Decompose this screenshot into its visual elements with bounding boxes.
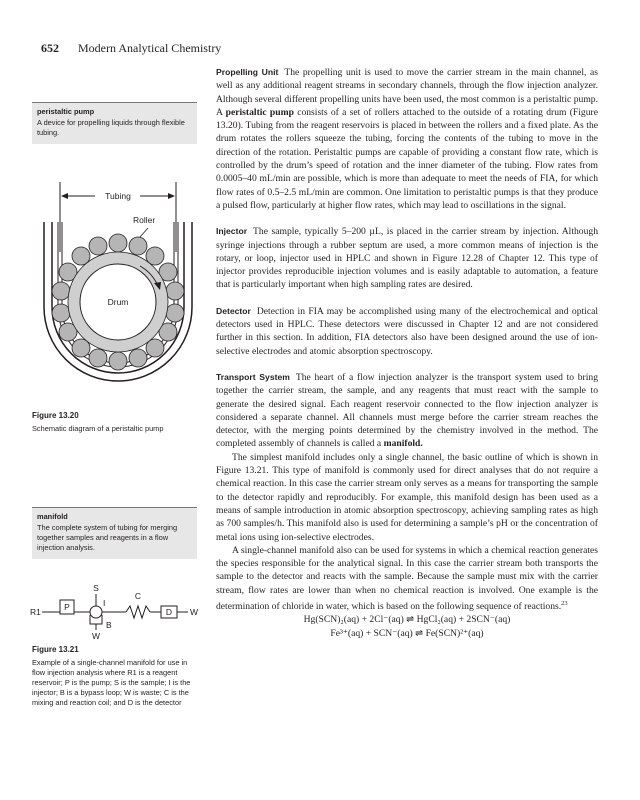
page-number: 652 xyxy=(41,41,59,55)
injector-circle xyxy=(90,606,102,618)
margin-note-peristaltic-pump xyxy=(32,102,197,144)
label-w-bottom: W xyxy=(91,631,101,641)
paragraph-propelling-unit: Propelling Unit The propelling unit is used to move the carrier stream in the main channel, as well as any additional reagent streams in secondary channels, through the flow injection analyzer. Although several different propelling units have been used, the most common is a peristaltic pump. A peristaltic pump consists of a set of rollers attached to the outside of a rotating drum (Figure 13.20). Tubing from the reagent reservoirs is placed in between the rollers and a fixed plate. As the drum rotates the rollers squeeze the tubing, forcing the contents of the tubing to move in the direction of the rotation. Peristaltic pumps are capable of providing a constant flow rate, which is controlled by the drum’s speed of rotation and the inner diameter of the tubing. Flow rates from 0.0005–40 mL/min are possible, which is more than adequate to meet the needs of FIA, for which flow rates of 0.5–2.5 mL/min are common. One limitation to peristaltic pumps is that they produce a pulsed flow, particularly at higher flow rates, which may lead to oscillations in the signal. xyxy=(216,67,598,211)
margin-note-term: peristaltic pump xyxy=(37,107,95,116)
figure-13-21-label: Figure 13.21 xyxy=(32,645,79,654)
main-text xyxy=(216,66,598,640)
label-d: D xyxy=(165,607,173,617)
term-bold: peristaltic pump xyxy=(225,106,294,118)
paragraph-simplest-manifold: The simplest manifold includes only a single channel, the basic outline of which is shown in Figure 13.21. This type of manifold is commonly used for direct analyses that do not require a chemical reaction. In this case the carrier stream only serves as a means for transporting the sample to the detector rapidly and reproducibly. For example, this manifold design has been used as a means of sample introduction in atomic absorption spectroscopy, achieving sampling rates as high as 700 samples/h. This manifold also is used for determining a sample’s pH or the concentration of metal ions using ion-selective electrodes. xyxy=(216,451,598,543)
label-w-right: W xyxy=(190,607,199,617)
label-b: B xyxy=(106,620,112,630)
section-heading: Injector xyxy=(216,226,248,237)
label-i: I xyxy=(103,598,106,608)
term-bold: manifold. xyxy=(383,438,423,450)
section-heading: Propelling Unit xyxy=(216,67,279,77)
running-title: Modern Analytical Chemistry xyxy=(78,41,222,55)
label-c: C xyxy=(134,591,142,601)
label-r1: R1 xyxy=(30,607,41,617)
drum-label: Drum xyxy=(107,297,129,307)
roller-label: Roller xyxy=(133,215,156,225)
single-channel-manifold-diagram xyxy=(30,582,205,642)
section-heading: Transport System xyxy=(216,371,290,382)
paragraph-detector: Detector Detection in FIA may be accomplished using many of the electrochemical and optical detectors used in HPLC. These detectors were discussed in Chapter 12 and are not considered further in this section. In addition, FIA detectors also have been designed around the use of ion-selective electrodes and atomic absorption spectroscopy. xyxy=(216,305,598,357)
label-s: S xyxy=(93,583,99,593)
figure-13-20-caption: Schematic diagram of a peristaltic pump xyxy=(32,424,164,433)
margin-note-term: manifold xyxy=(37,512,68,521)
equation-1: Hg(SCN)₂(aq) + 2Cl⁻(aq) ⇌ HgCl₂(aq) + 2SCN⁻(aq) xyxy=(303,614,511,626)
paragraph-transport-system: Transport System The heart of a flow injection analyzer is the transport system used to bring together the carrier stream, the sample, and any reagents that must react with the sample to generate the desired signal. Each reagent reservoir connected to the flow injection analyzer is considered a separate channel. All channels must merge before the carrier stream reaches the detector, with the merging points determined by the chemistry involved in the method. The completed assembly of channels is called a manifold. xyxy=(216,371,598,450)
margin-note-definition: A device for propelling liquids through flexible tubing. xyxy=(37,118,185,137)
reaction-coil xyxy=(126,606,150,618)
peristaltic-pump-diagram xyxy=(30,182,205,407)
paragraph-injector: Injector The sample, typically 5–200 µL, is placed in the carrier stream by injection. Although syringe injections through a rubber septum are used, a more common means of injection is the rotary, or loop, injector used in HPLC and shown in Figure 12.28 of Chapter 12. This type of injector provides reproducible injection volumes and is easily adaptable to automation, a feature that is particularly important when high sampling rates are desired. xyxy=(216,226,598,291)
equation-2: Fe³⁺(aq) + SCN⁻(aq) ⇌ Fe(SCN)²⁺(aq) xyxy=(330,627,484,639)
paragraph-single-channel: A single-channel manifold also can be used for systems in which a chemical reaction generates the species responsible for the analytical signal. In this case the carrier stream both transports the sample to the detector and reacts with the sample. Because the sample must mix with the carrier stream, flow rates are lower than when no chemical reaction is involved. One example is the determination of chloride in water, which is based on the following sequence of reactions.$^{23}$ xyxy=(216,544,598,613)
margin-note-manifold xyxy=(32,507,197,559)
label-p: P xyxy=(64,602,70,612)
section-heading: Detector xyxy=(216,305,251,316)
tubing-label: Tubing xyxy=(105,191,131,201)
reference-marker: 23 xyxy=(561,599,568,607)
figure-13-20-label: Figure 13.20 xyxy=(32,411,79,420)
margin-note-definition: The complete system of tubing for merging together samples and reagents in a flow injection analysis. xyxy=(37,523,178,552)
figure-13-21-caption: Example of a single-channel manifold for use in flow injection analysis where R1 is a reagent reservoir; P is the pump; S is the sample; I is the injector; B is a bypass loop; W is waste; C is the mixing and reaction coil; and D is the detector xyxy=(32,658,191,707)
